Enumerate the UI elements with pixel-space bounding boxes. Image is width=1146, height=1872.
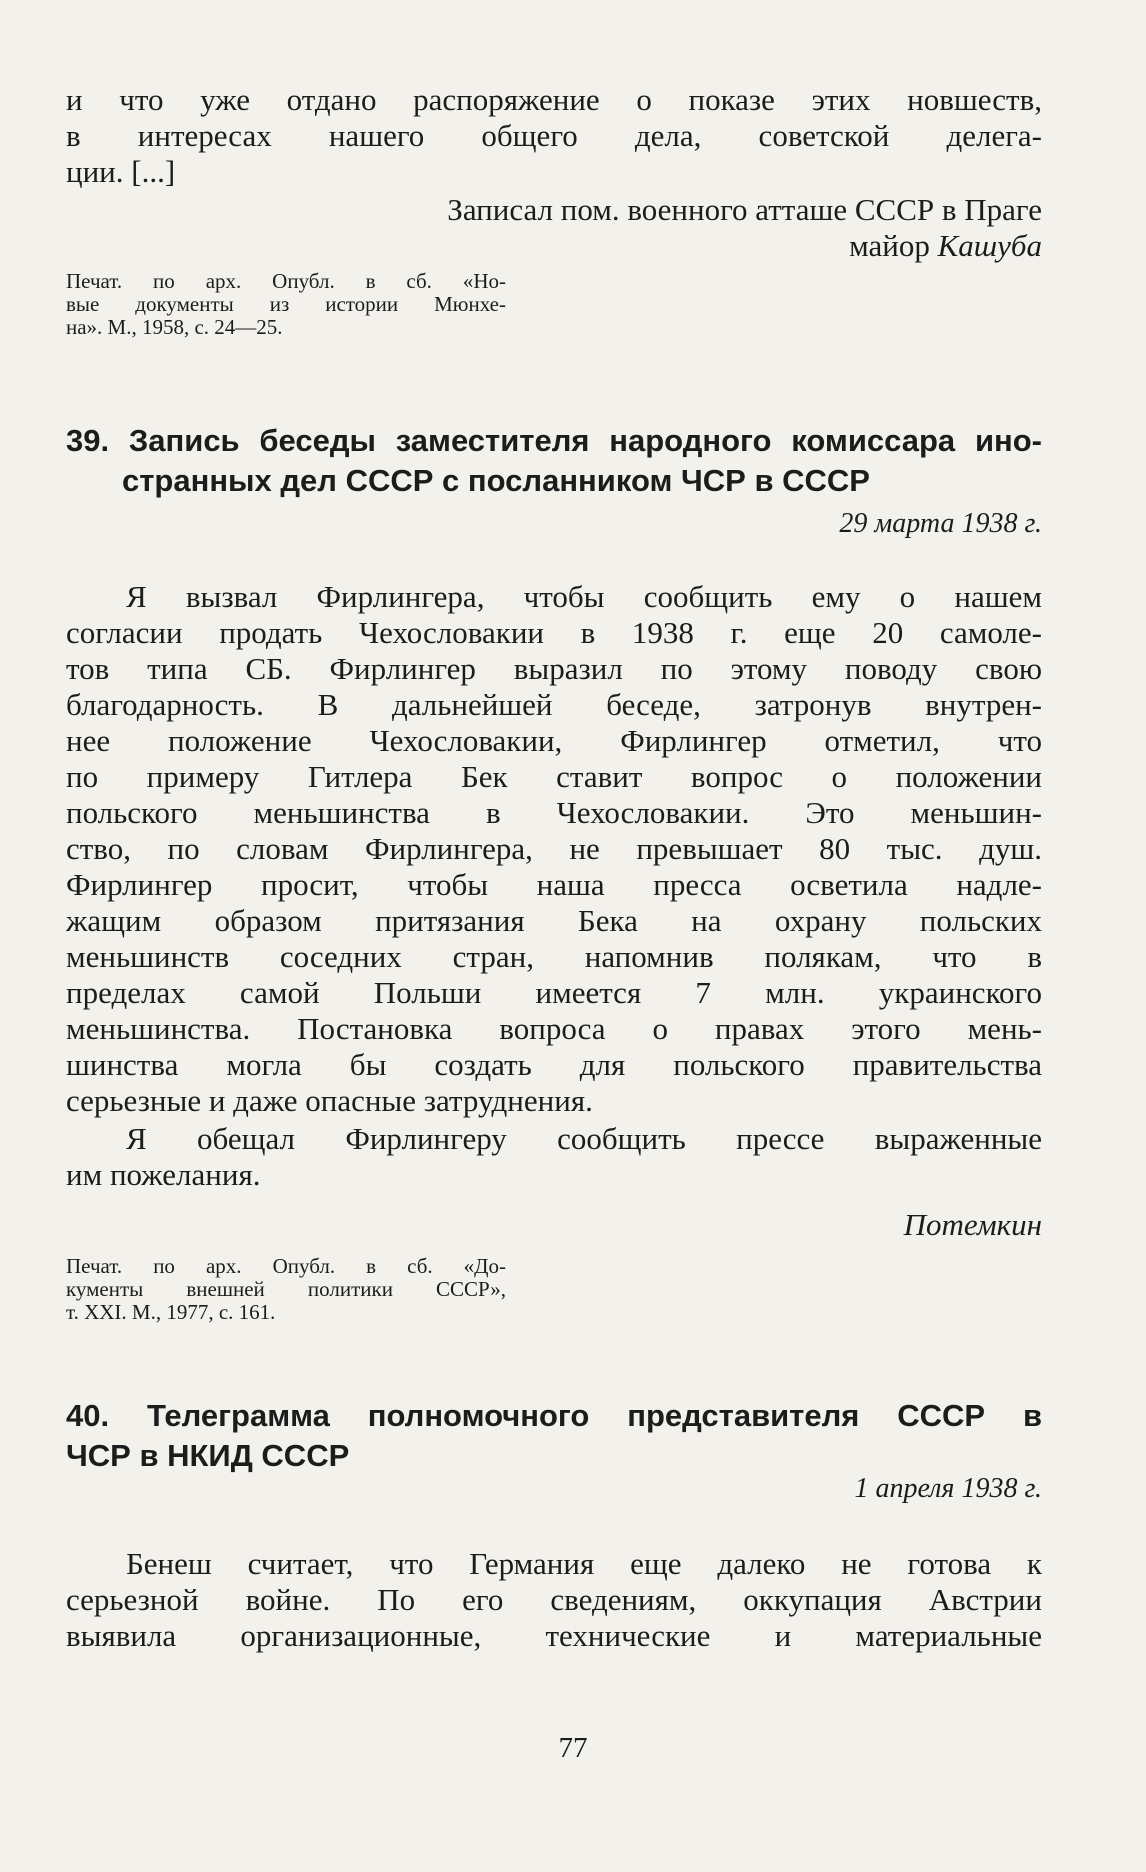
heading-line: 39. Запись беседы заместителя народного комиссара ино-	[66, 423, 1042, 458]
text-line: нее положение Чехословакии, Фирлингер отметил, что	[66, 723, 1042, 758]
text-line: шинства могла бы создать для польского правительства	[66, 1047, 1042, 1082]
text-line: польского меньшинства в Чехословакии. Это меньшин-	[66, 795, 1042, 830]
source-line: т. XXI. М., 1977, с. 161.	[66, 1300, 276, 1324]
text-line: ство, по словам Фирлингера, не превышает 80 тыс. душ.	[66, 831, 1042, 866]
text-line: тов типа СБ. Фирлингер выразил по этому поводу свою	[66, 651, 1042, 686]
doc39-source-note	[66, 1255, 1042, 1324]
source-line: Печат. по арх. Опубл. в сб. «До-	[66, 1254, 506, 1278]
source-note	[66, 270, 1042, 339]
source-line: Печат. по арх. Опубл. в сб. «Но-	[66, 269, 506, 293]
text-line: выявила организационные, технические и материальные	[66, 1618, 1042, 1653]
doc39-date: 29 марта 1938 г.	[839, 508, 1042, 539]
doc40-date: 1 апреля 1938 г.	[854, 1473, 1042, 1504]
text-line: пределах самой Польши имеется 7 млн. украинского	[66, 975, 1042, 1010]
text-line: Фирлингер просит, чтобы наша пресса осветила надле-	[66, 867, 1042, 902]
doc39-heading	[66, 421, 1042, 501]
signature-rank: майор	[849, 228, 938, 263]
heading-line: странных дел СССР с посланником ЧСР в СССР	[122, 463, 870, 498]
page-number: 77	[558, 1732, 588, 1764]
text-line: Я вызвал Фирлингера, чтобы сообщить ему о нашем	[126, 579, 1042, 614]
text-line: серьезные и даже опасные затруднения.	[66, 1083, 593, 1118]
source-line: вые документы из истории Мюнхе-	[66, 292, 506, 316]
heading-line: ЧСР в НКИД СССР	[66, 1438, 350, 1473]
text-line: благодарность. В дальнейшей беседе, затронув внутрен-	[66, 687, 1042, 722]
text-line: согласии продать Чехословакии в 1938 г. еще 20 самоле-	[66, 615, 1042, 650]
text-line: Бенеш считает, что Германия еще далеко не готова к	[126, 1546, 1042, 1581]
text-line: и что уже отдано распоряжение о показе этих новшеств,	[66, 82, 1042, 117]
text-line: по примеру Гитлера Бек ставит вопрос о положении	[66, 759, 1042, 794]
text-line: меньшинств соседних стран, напомнив полякам, что в	[66, 939, 1042, 974]
text-line: Я обещал Фирлингеру сообщить прессе выраженные	[126, 1121, 1042, 1156]
doc40-heading	[66, 1396, 1042, 1476]
signature-title: Записал пом. военного атташе СССР в Праге	[447, 192, 1042, 227]
doc40-paragraph-1	[66, 1546, 1042, 1654]
signature-name: Кашуба	[937, 228, 1042, 263]
doc39-signature: Потемкин	[903, 1207, 1042, 1242]
heading-line: 40. Телеграмма полномочного представителя СССР в	[66, 1398, 1042, 1433]
text-line: серьезной войне. По его сведениям, оккупация Австрии	[66, 1582, 1042, 1617]
text-line: меньшинства. Постановка вопроса о правах этого мень-	[66, 1011, 1042, 1046]
source-line: кументы внешней политики СССР»,	[66, 1277, 506, 1301]
page-body	[66, 82, 1042, 1654]
doc39-paragraph-2	[66, 1121, 1042, 1193]
source-line: на». М., 1958, с. 24—25.	[66, 315, 283, 339]
signature-rank-name	[66, 228, 1042, 264]
text-line: в интересах нашего общего дела, советской делега-	[66, 118, 1042, 153]
text-line: им пожелания.	[66, 1157, 261, 1192]
continuation-paragraph	[66, 82, 1042, 190]
text-line: жащим образом притязания Бека на охрану польских	[66, 903, 1042, 938]
doc39-paragraph-1	[66, 579, 1042, 1119]
signature-block	[66, 192, 1042, 264]
text-line: ции. [...]	[66, 154, 176, 189]
